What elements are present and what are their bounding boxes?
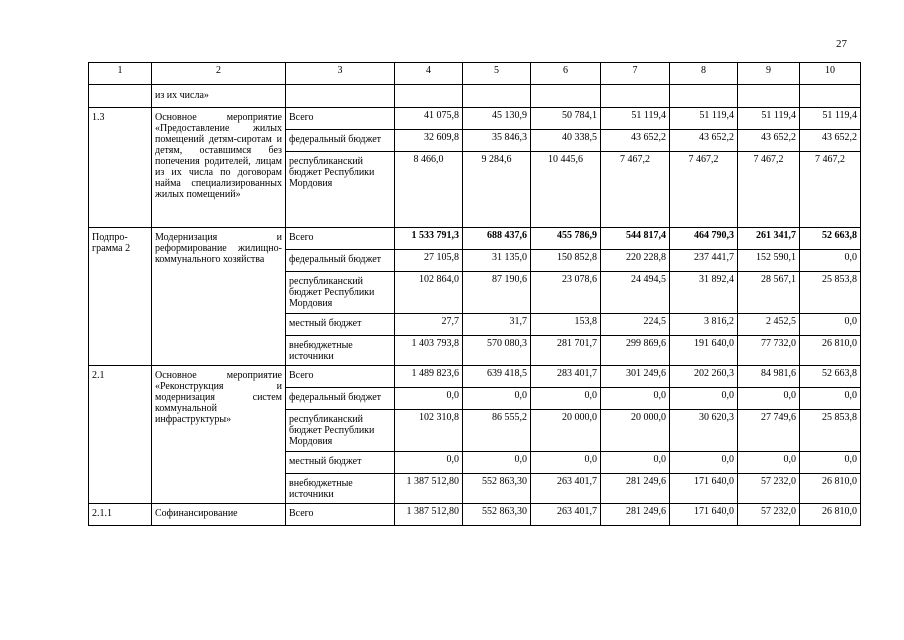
value-cell: 57 232,0 <box>738 504 800 526</box>
value-cell: 171 640,0 <box>670 504 738 526</box>
funding-source: Всего <box>286 108 395 130</box>
funding-source: внебюджетные источники <box>286 474 395 504</box>
value-cell: 3 816,2 <box>670 314 738 336</box>
value-cell: 263 401,7 <box>531 474 601 504</box>
value-cell: 30 620,3 <box>670 410 738 452</box>
value-cell: 464 790,3 <box>670 228 738 250</box>
value-cell: 0,0 <box>738 388 800 410</box>
value-cell: 2 452,5 <box>738 314 800 336</box>
value-cell: 43 652,2 <box>670 130 738 152</box>
value-cell: 552 863,30 <box>463 474 531 504</box>
section-code: 2.1.1 <box>89 504 152 526</box>
value-cell: 171 640,0 <box>670 474 738 504</box>
value-cell: 153,8 <box>531 314 601 336</box>
value-cell: 26 810,0 <box>800 336 861 366</box>
value-cell: 51 119,4 <box>738 108 800 130</box>
value-cell: 43 652,2 <box>601 130 670 152</box>
value-cell: 281 701,7 <box>531 336 601 366</box>
funding-source: республиканский бюджет Республики Мордовия <box>286 152 395 228</box>
value-cell: 0,0 <box>738 452 800 474</box>
value-cell: 27 105,8 <box>395 250 463 272</box>
value-cell: 220 228,8 <box>601 250 670 272</box>
value-cell: 57 232,0 <box>738 474 800 504</box>
value-cell: 0,0 <box>395 388 463 410</box>
section-code: 2.1 <box>89 366 152 504</box>
value-cell: 0,0 <box>395 452 463 474</box>
value-cell: 20 000,0 <box>601 410 670 452</box>
value-cell: 0,0 <box>531 388 601 410</box>
value-cell: 28 567,1 <box>738 272 800 314</box>
empty-cell <box>800 85 861 108</box>
page-number: 27 <box>836 38 847 50</box>
value-cell: 32 609,8 <box>395 130 463 152</box>
header-cell: 4 <box>395 63 463 85</box>
empty-cell <box>531 85 601 108</box>
value-cell: 1 533 791,3 <box>395 228 463 250</box>
value-cell: 7 467,2 <box>738 152 800 228</box>
value-cell: 25 853,8 <box>800 410 861 452</box>
funding-source: федеральный бюджет <box>286 130 395 152</box>
table-body <box>89 63 861 526</box>
header-cell: 9 <box>738 63 800 85</box>
header-cell: 10 <box>800 63 861 85</box>
value-cell: 7 467,2 <box>670 152 738 228</box>
value-cell: 10 445,6 <box>531 152 601 228</box>
empty-cell <box>463 85 531 108</box>
value-cell: 301 249,6 <box>601 366 670 388</box>
value-cell: 0,0 <box>800 452 861 474</box>
empty-cell <box>601 85 670 108</box>
funding-source: Всего <box>286 228 395 250</box>
value-cell: 0,0 <box>800 314 861 336</box>
value-cell: 281 249,6 <box>601 474 670 504</box>
value-cell: 86 555,2 <box>463 410 531 452</box>
value-cell: 9 284,6 <box>463 152 531 228</box>
funding-source: федеральный бюджет <box>286 388 395 410</box>
table-row <box>89 366 861 388</box>
value-cell: 0,0 <box>800 250 861 272</box>
value-cell: 51 119,4 <box>800 108 861 130</box>
subheader-row <box>89 85 861 108</box>
value-cell: 7 467,2 <box>800 152 861 228</box>
value-cell: 1 387 512,80 <box>395 474 463 504</box>
empty-cell <box>286 85 395 108</box>
value-cell: 51 119,4 <box>670 108 738 130</box>
funding-source: местный бюджет <box>286 452 395 474</box>
value-cell: 0,0 <box>463 452 531 474</box>
value-cell: 31,7 <box>463 314 531 336</box>
header-row <box>89 63 861 85</box>
value-cell: 283 401,7 <box>531 366 601 388</box>
value-cell: 24 494,5 <box>601 272 670 314</box>
budget-table <box>88 62 861 526</box>
value-cell: 688 437,6 <box>463 228 531 250</box>
value-cell: 50 784,1 <box>531 108 601 130</box>
value-cell: 237 441,7 <box>670 250 738 272</box>
value-cell: 43 652,2 <box>800 130 861 152</box>
funding-source: республиканский бюджет Республики Мордовия <box>286 272 395 314</box>
value-cell: 20 000,0 <box>531 410 601 452</box>
value-cell: 0,0 <box>463 388 531 410</box>
value-cell: 40 338,5 <box>531 130 601 152</box>
value-cell: 570 080,3 <box>463 336 531 366</box>
value-cell: 27,7 <box>395 314 463 336</box>
value-cell: 0,0 <box>531 452 601 474</box>
value-cell: 263 401,7 <box>531 504 601 526</box>
funding-source: Всего <box>286 366 395 388</box>
value-cell: 1 489 823,6 <box>395 366 463 388</box>
value-cell: 7 467,2 <box>601 152 670 228</box>
value-cell: 84 981,6 <box>738 366 800 388</box>
value-cell: 77 732,0 <box>738 336 800 366</box>
value-cell: 0,0 <box>601 452 670 474</box>
section-name: Софинансирование <box>152 504 286 526</box>
subheader-text: из их числа» <box>152 85 286 108</box>
empty-cell <box>395 85 463 108</box>
value-cell: 1 403 793,8 <box>395 336 463 366</box>
value-cell: 31 135,0 <box>463 250 531 272</box>
section-name: Модернизация и реформирование жилищно-коммунального хозяйства <box>152 228 286 366</box>
value-cell: 45 130,9 <box>463 108 531 130</box>
section-code: 1.3 <box>89 108 152 228</box>
value-cell: 224,5 <box>601 314 670 336</box>
empty-cell <box>738 85 800 108</box>
value-cell: 25 853,8 <box>800 272 861 314</box>
header-cell: 6 <box>531 63 601 85</box>
value-cell: 102 864,0 <box>395 272 463 314</box>
funding-source: местный бюджет <box>286 314 395 336</box>
value-cell: 281 249,6 <box>601 504 670 526</box>
value-cell: 152 590,1 <box>738 250 800 272</box>
section-name: Основное мероприятие «Предоставление жилых помещений детям-сиротам и детям, оставшимся без попечения родителей, лицам из их числа по договорам найма специализированных жилых помещений» <box>152 108 286 228</box>
value-cell: 639 418,5 <box>463 366 531 388</box>
section-code: Подпро-грамма 2 <box>89 228 152 366</box>
value-cell: 0,0 <box>670 452 738 474</box>
table-row <box>89 228 861 250</box>
value-cell: 1 387 512,80 <box>395 504 463 526</box>
empty-cell <box>670 85 738 108</box>
header-cell: 3 <box>286 63 395 85</box>
value-cell: 0,0 <box>670 388 738 410</box>
value-cell: 52 663,8 <box>800 228 861 250</box>
value-cell: 261 341,7 <box>738 228 800 250</box>
header-cell: 1 <box>89 63 152 85</box>
value-cell: 35 846,3 <box>463 130 531 152</box>
value-cell: 8 466,0 <box>395 152 463 228</box>
value-cell: 0,0 <box>601 388 670 410</box>
value-cell: 26 810,0 <box>800 504 861 526</box>
value-cell: 552 863,30 <box>463 504 531 526</box>
value-cell: 41 075,8 <box>395 108 463 130</box>
funding-source: внебюджетные источники <box>286 336 395 366</box>
section-name: Основное мероприятие «Реконструкция и модернизация систем коммунальной инфраструктуры» <box>152 366 286 504</box>
header-cell: 8 <box>670 63 738 85</box>
header-cell: 5 <box>463 63 531 85</box>
value-cell: 87 190,6 <box>463 272 531 314</box>
funding-source: республиканский бюджет Республики Мордовия <box>286 410 395 452</box>
value-cell: 299 869,6 <box>601 336 670 366</box>
value-cell: 455 786,9 <box>531 228 601 250</box>
funding-source: федеральный бюджет <box>286 250 395 272</box>
value-cell: 191 640,0 <box>670 336 738 366</box>
value-cell: 150 852,8 <box>531 250 601 272</box>
header-cell: 2 <box>152 63 286 85</box>
table-row <box>89 504 861 526</box>
value-cell: 23 078,6 <box>531 272 601 314</box>
funding-source: Всего <box>286 504 395 526</box>
value-cell: 202 260,3 <box>670 366 738 388</box>
value-cell: 51 119,4 <box>601 108 670 130</box>
value-cell: 31 892,4 <box>670 272 738 314</box>
value-cell: 26 810,0 <box>800 474 861 504</box>
value-cell: 102 310,8 <box>395 410 463 452</box>
empty-cell <box>89 85 152 108</box>
header-cell: 7 <box>601 63 670 85</box>
value-cell: 27 749,6 <box>738 410 800 452</box>
value-cell: 544 817,4 <box>601 228 670 250</box>
table-row <box>89 108 861 130</box>
value-cell: 52 663,8 <box>800 366 861 388</box>
value-cell: 43 652,2 <box>738 130 800 152</box>
value-cell: 0,0 <box>800 388 861 410</box>
